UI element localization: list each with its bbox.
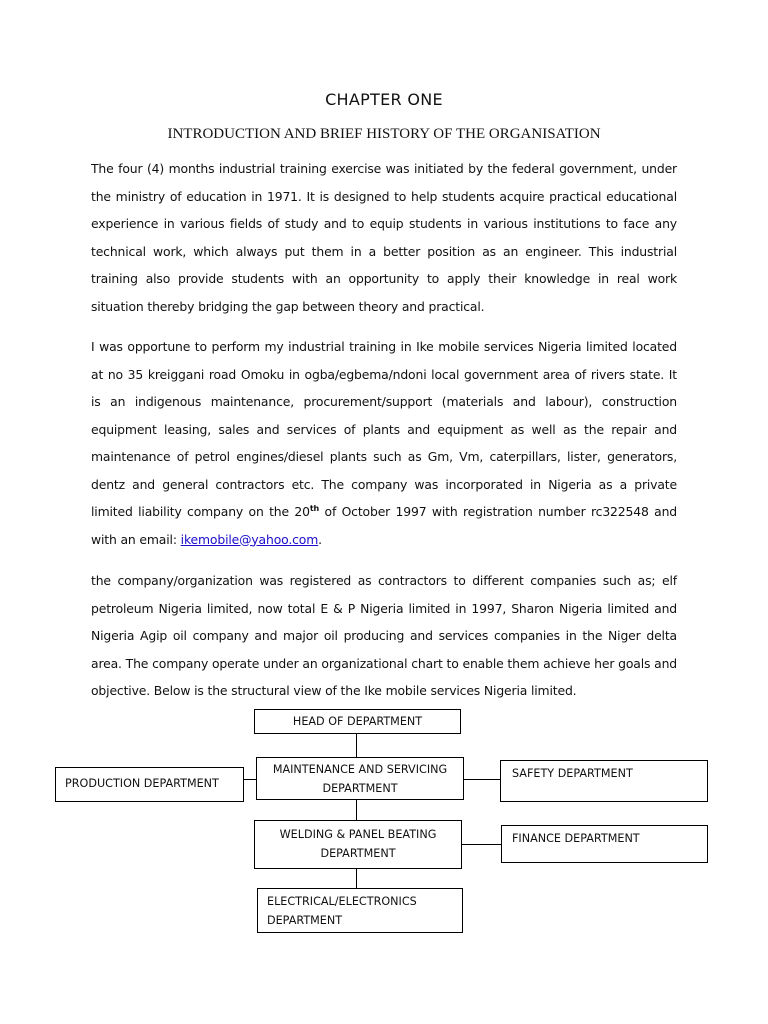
box-electrical-label-2: DEPARTMENT bbox=[267, 914, 343, 927]
connector-production-maintenance bbox=[243, 779, 257, 780]
email-link[interactable]: ikemobile@yahoo.com bbox=[180, 531, 319, 547]
box-safety-label: SAFETY DEPARTMENT bbox=[512, 767, 633, 780]
connector-maintenance-welding bbox=[356, 799, 357, 820]
box-welding-label-1: WELDING & PANEL BEATING bbox=[279, 828, 437, 841]
connector-head-maintenance bbox=[356, 733, 357, 758]
box-electrical-label-1: ELECTRICAL/ELECTRONICS bbox=[267, 895, 417, 908]
box-maintenance-label-2: DEPARTMENT bbox=[322, 782, 398, 795]
paragraph-2-text-cont: of October 1997 with registration number rc322548 and with an email: bbox=[91, 504, 677, 547]
section-title: INTRODUCTION AND BRIEF HISTORY OF THE ORGANISATION bbox=[167, 126, 601, 142]
box-finance-department bbox=[501, 825, 708, 863]
paragraph-2 bbox=[91, 333, 677, 553]
box-electrical-department bbox=[257, 888, 463, 933]
box-production-label: PRODUCTION DEPARTMENT bbox=[65, 777, 219, 790]
paragraph-2-end: . bbox=[318, 531, 322, 547]
box-welding-department bbox=[254, 820, 462, 869]
connector-welding-finance bbox=[462, 844, 501, 845]
connector-maintenance-safety bbox=[463, 779, 500, 780]
box-finance-label: FINANCE DEPARTMENT bbox=[512, 832, 640, 845]
box-welding-label-2: DEPARTMENT bbox=[320, 847, 396, 860]
ordinal-suffix: th bbox=[309, 503, 320, 513]
paragraph-2-text: I was opportune to perform my industrial training in Ike mobile services Nigeria limited located at no 35 kreiggani road Omoku in ogba/egbema/ndoni local government area of rivers state. It is an indigenous maintenance, procurement/support (materials and labour), construction equipment leasing, sales and services of plants and equipment as well as the repair and maintenance of petrol engines/diesel plants such as Gm, Vm, caterpillars, lister, generators, dentz and general contractors etc. The company was incorporated in Nigeria as a private limited liability company on the 20 bbox=[91, 339, 677, 519]
box-production-department bbox=[55, 767, 244, 802]
box-maintenance-label-1: MAINTENANCE AND SERVICING bbox=[272, 763, 448, 776]
connector-welding-electrical bbox=[356, 868, 357, 889]
paragraph-1: The four (4) months industrial training exercise was initiated by the federal government, under the ministry of education in 1971. It is designed to help students acquire practical educational experience in various fields of study and to equip students in various institutions to face any technical work, which always put them in a better position as an engineer. This industrial training also provide students with an opportunity to apply their knowledge in real work situation thereby bridging the gap between theory and practical. bbox=[91, 161, 677, 314]
box-maintenance-department bbox=[256, 757, 464, 800]
chapter-title: CHAPTER ONE bbox=[325, 90, 443, 109]
box-head-of-department bbox=[254, 709, 461, 734]
paragraph-3: the company/organization was registered as contractors to different companies such as; elf petroleum Nigeria limited, now total E & P Nigeria limited in 1997, Sharon Nigeria limited and Nigeria Agip oil company and major oil producing and services companies in the Niger delta area. The company operate under an organizational chart to enable them achieve her goals and objective. Below is the structural view of the Ike mobile services Nigeria limited. bbox=[91, 573, 677, 698]
box-safety-department bbox=[500, 760, 708, 802]
box-head-label: HEAD OF DEPARTMENT bbox=[292, 715, 423, 728]
